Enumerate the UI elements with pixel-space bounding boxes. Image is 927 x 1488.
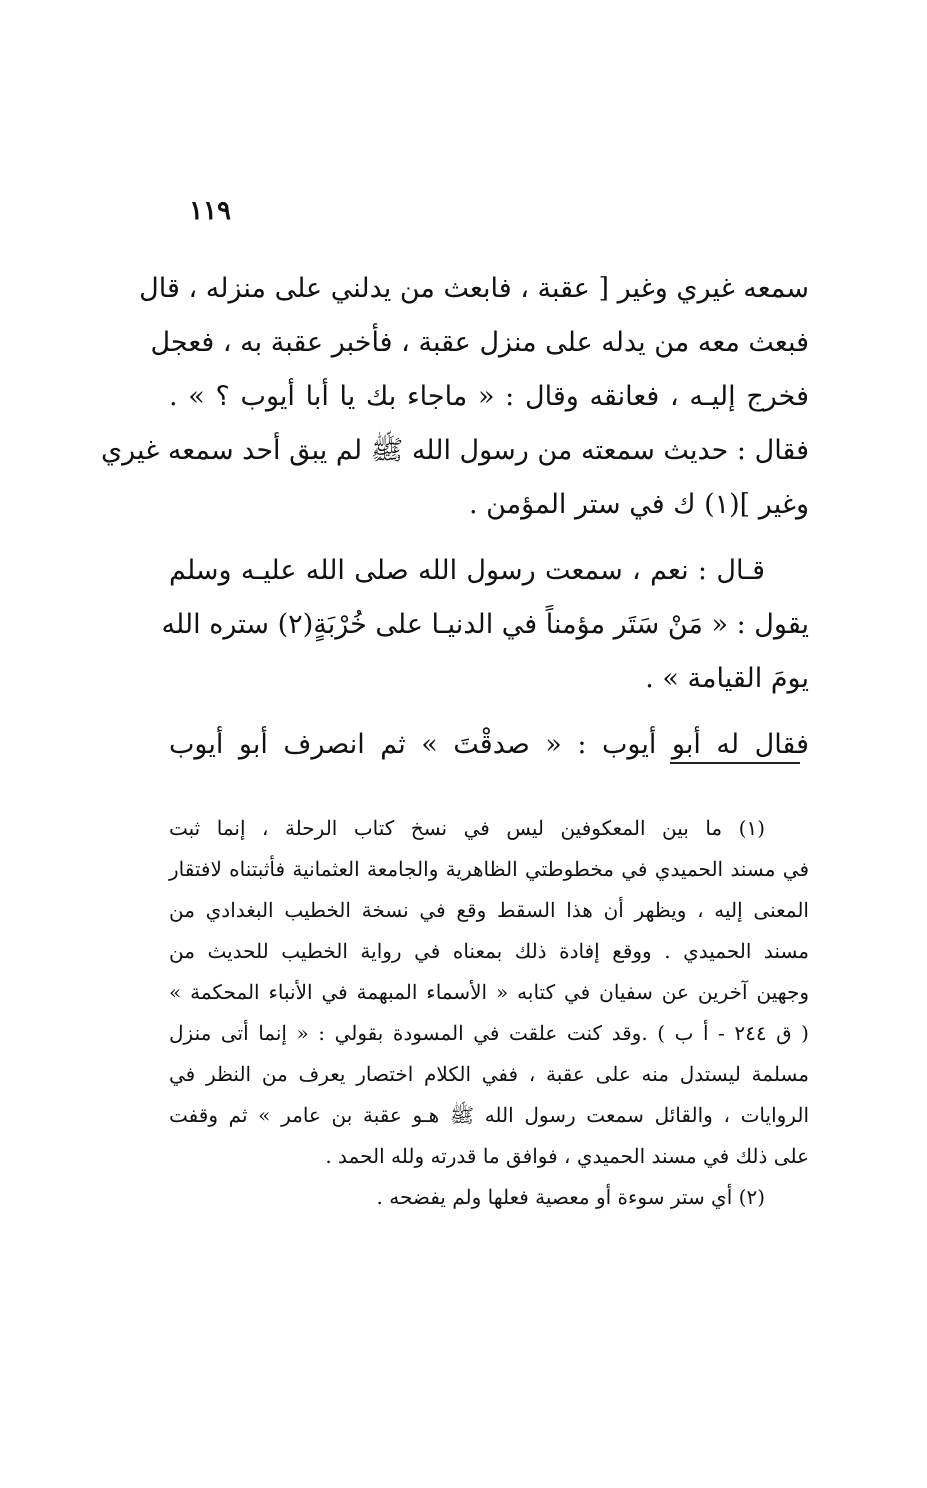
text-line: يقول : « مَنْ سَتَر مؤمناً في الدنيـا على خُرْبَةٍ(٢) ستره الله — [161, 609, 809, 640]
text-line: وغير ](١) ك في ستر المؤمن . — [468, 489, 809, 520]
paragraph-2 — [161, 544, 809, 706]
text-line: قـال : نعم ، سمعت رسول الله صلى الله عليـه وسلم — [169, 555, 765, 586]
footnote-line: على ذلك في مسند الحميدي ، فوافق ما قدرته ولله الحمد . — [325, 1144, 809, 1168]
text-line: فقال : حديث سمعته من رسول الله ﷺ لم يبق أحد سمعه غيري — [100, 435, 809, 466]
footnote-line: (٢) أي ستر سوءة أو معصية فعلها ولم يفضحه . — [376, 1185, 765, 1209]
footnote-line: وجهين آخرين عن سفيان في كتابه « الأسماء المبهمة في الأنباء المحكمة » — [169, 980, 809, 1004]
paragraph-1 — [100, 262, 809, 532]
text-line: فقال له أبو أيوب : « صدقْتَ » ثم انصرف أبو أيوب — [169, 729, 809, 760]
footnotes — [169, 808, 809, 1218]
footnote-line: ( ق ٢٤٤ - أ ب ) .وقد كنت علقت في المسودة بقولي : « إنما أتى منزل — [169, 1021, 809, 1045]
footnote-line: مسلمة ليستدل منه على عقبة ، ففي الكلام اختصار يعرف من النظر في — [169, 1062, 809, 1086]
footnote-line: في مسند الحميدي في مخطوطتي الظاهرية والجامعة العثمانية فأثبتناه لافتقار — [169, 857, 809, 881]
footnote-divider — [670, 762, 800, 764]
text-line: فخرج إليـه ، فعانقه وقال : « ماجاء بك يا أبا أيوب ؟ » . — [169, 381, 809, 412]
text-line: يومَ القيامة » . — [645, 663, 809, 694]
footnote-line: (١) ما بين المعكوفين ليس في نسخ كتاب الرحلة ، إنما ثبت — [169, 816, 765, 840]
page-number: ١١٩ — [189, 196, 231, 226]
footnote-2 — [169, 1177, 809, 1218]
footnote-line: مسند الحميدي . ووقع إفادة ذلك بمعناه في رواية الخطيب للحديث من — [169, 939, 809, 963]
main-text — [100, 262, 809, 772]
footnote-1 — [169, 808, 809, 1177]
footnote-line: المعنى إليه ، ويظهر أن هذا السقط وقع في نسخة الخطيب البغدادي من — [169, 898, 809, 922]
text-line: سمعه غيري وغير [ عقبة ، فابعث من يدلني على منزله ، قال — [139, 273, 809, 304]
footnote-line: الروايات ، والقائل سمعت رسول الله ﷺ هـو عقبة بن عامر » ثم وقفت — [169, 1103, 809, 1127]
text-line: فبعث معه من يدله على منزل عقبة ، فأخبر عقبة به ، فعجل — [150, 327, 809, 358]
